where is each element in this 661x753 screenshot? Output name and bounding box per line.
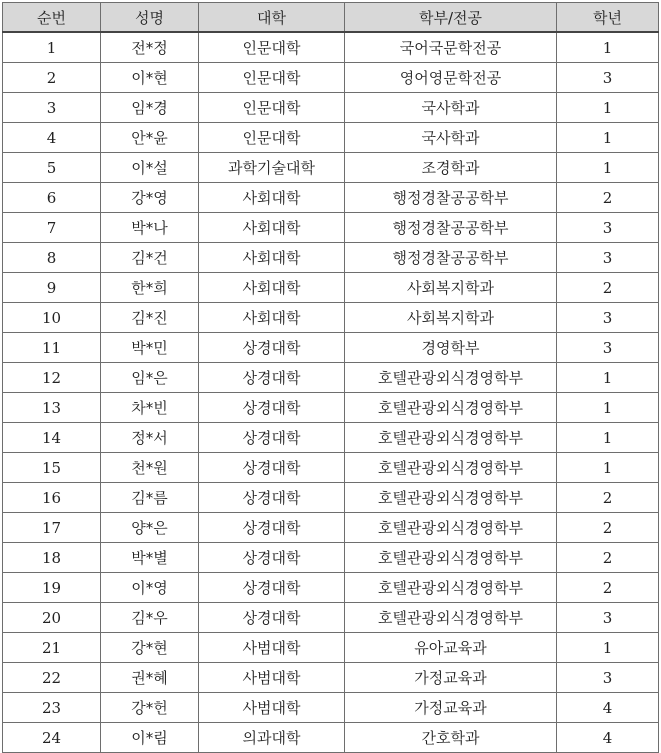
table-row: [3, 543, 659, 573]
cell-major: 호텔관광외식경영학부: [345, 453, 557, 483]
cell-year: 2: [557, 483, 659, 513]
table-row: [3, 393, 659, 423]
table-row: [3, 483, 659, 513]
table-row: [3, 723, 659, 753]
cell-college: 상경대학: [199, 573, 345, 603]
table-row: [3, 453, 659, 483]
table-row: [3, 633, 659, 663]
table-row: [3, 93, 659, 123]
cell-seq: 2: [3, 63, 101, 93]
cell-seq: 5: [3, 153, 101, 183]
cell-year: 2: [557, 513, 659, 543]
table-row: [3, 32, 659, 63]
cell-college: 상경대학: [199, 513, 345, 543]
cell-seq: 3: [3, 93, 101, 123]
cell-seq: 11: [3, 333, 101, 363]
table-row: [3, 153, 659, 183]
cell-seq: 19: [3, 573, 101, 603]
cell-year: 2: [557, 543, 659, 573]
cell-seq: 23: [3, 693, 101, 723]
cell-year: 1: [557, 32, 659, 63]
cell-college: 사회대학: [199, 303, 345, 333]
table-row: [3, 273, 659, 303]
cell-seq: 16: [3, 483, 101, 513]
cell-year: 1: [557, 363, 659, 393]
cell-college: 인문대학: [199, 32, 345, 63]
cell-college: 의과대학: [199, 723, 345, 753]
cell-name: 양*은: [101, 513, 199, 543]
cell-year: 1: [557, 453, 659, 483]
cell-name: 김*진: [101, 303, 199, 333]
cell-year: 3: [557, 603, 659, 633]
cell-name: 박*별: [101, 543, 199, 573]
cell-college: 사회대학: [199, 273, 345, 303]
cell-seq: 22: [3, 663, 101, 693]
cell-seq: 8: [3, 243, 101, 273]
cell-major: 행정경찰공공학부: [345, 243, 557, 273]
cell-seq: 21: [3, 633, 101, 663]
cell-name: 임*경: [101, 93, 199, 123]
cell-seq: 24: [3, 723, 101, 753]
table-row: [3, 63, 659, 93]
cell-college: 인문대학: [199, 93, 345, 123]
table-body: [3, 32, 659, 753]
cell-year: 1: [557, 393, 659, 423]
cell-name: 정*서: [101, 423, 199, 453]
cell-name: 박*나: [101, 213, 199, 243]
cell-seq: 20: [3, 603, 101, 633]
cell-seq: 17: [3, 513, 101, 543]
cell-name: 한*희: [101, 273, 199, 303]
cell-seq: 13: [3, 393, 101, 423]
cell-name: 안*윤: [101, 123, 199, 153]
cell-college: 과학기술대학: [199, 153, 345, 183]
cell-seq: 10: [3, 303, 101, 333]
cell-major: 호텔관광외식경영학부: [345, 603, 557, 633]
cell-year: 4: [557, 723, 659, 753]
cell-name: 이*설: [101, 153, 199, 183]
cell-year: 1: [557, 123, 659, 153]
cell-seq: 7: [3, 213, 101, 243]
cell-year: 3: [557, 303, 659, 333]
table-row: [3, 693, 659, 723]
cell-major: 사회복지학과: [345, 273, 557, 303]
cell-college: 인문대학: [199, 63, 345, 93]
cell-year: 3: [557, 213, 659, 243]
cell-college: 사회대학: [199, 183, 345, 213]
table-row: [3, 513, 659, 543]
header-row: [3, 3, 659, 33]
cell-seq: 18: [3, 543, 101, 573]
cell-college: 상경대학: [199, 483, 345, 513]
cell-name: 천*원: [101, 453, 199, 483]
cell-college: 상경대학: [199, 453, 345, 483]
table-header: [3, 3, 659, 33]
cell-major: 호텔관광외식경영학부: [345, 423, 557, 453]
cell-year: 4: [557, 693, 659, 723]
cell-major: 호텔관광외식경영학부: [345, 393, 557, 423]
cell-name: 권*혜: [101, 663, 199, 693]
cell-seq: 14: [3, 423, 101, 453]
cell-name: 임*은: [101, 363, 199, 393]
table-row: [3, 423, 659, 453]
cell-year: 3: [557, 333, 659, 363]
cell-name: 차*빈: [101, 393, 199, 423]
cell-name: 강*헌: [101, 693, 199, 723]
cell-major: 국사학과: [345, 93, 557, 123]
header-year: 학년: [557, 3, 659, 33]
cell-year: 1: [557, 93, 659, 123]
cell-name: 박*민: [101, 333, 199, 363]
header-major: 학부/전공: [345, 3, 557, 33]
cell-college: 사회대학: [199, 243, 345, 273]
table-row: [3, 213, 659, 243]
cell-seq: 4: [3, 123, 101, 153]
cell-name: 이*림: [101, 723, 199, 753]
cell-college: 상경대학: [199, 543, 345, 573]
table-row: [3, 333, 659, 363]
cell-major: 사회복지학과: [345, 303, 557, 333]
cell-college: 사회대학: [199, 213, 345, 243]
cell-major: 국어국문학전공: [345, 32, 557, 63]
cell-year: 2: [557, 573, 659, 603]
cell-name: 전*정: [101, 32, 199, 63]
cell-major: 간호학과: [345, 723, 557, 753]
cell-year: 1: [557, 633, 659, 663]
cell-major: 유아교육과: [345, 633, 557, 663]
cell-name: 강*영: [101, 183, 199, 213]
cell-seq: 15: [3, 453, 101, 483]
cell-major: 가정교육과: [345, 663, 557, 693]
cell-college: 사범대학: [199, 663, 345, 693]
table-row: [3, 123, 659, 153]
cell-major: 국사학과: [345, 123, 557, 153]
cell-year: 2: [557, 273, 659, 303]
cell-name: 김*름: [101, 483, 199, 513]
cell-name: 김*건: [101, 243, 199, 273]
cell-college: 상경대학: [199, 393, 345, 423]
cell-year: 2: [557, 183, 659, 213]
cell-seq: 1: [3, 32, 101, 63]
table-row: [3, 183, 659, 213]
header-college: 대학: [199, 3, 345, 33]
cell-seq: 9: [3, 273, 101, 303]
cell-major: 호텔관광외식경영학부: [345, 513, 557, 543]
cell-major: 호텔관광외식경영학부: [345, 363, 557, 393]
cell-major: 조경학과: [345, 153, 557, 183]
cell-year: 3: [557, 243, 659, 273]
cell-major: 가정교육과: [345, 693, 557, 723]
cell-year: 1: [557, 153, 659, 183]
cell-college: 상경대학: [199, 603, 345, 633]
cell-name: 이*영: [101, 573, 199, 603]
cell-major: 영어영문학전공: [345, 63, 557, 93]
student-roster-table: [2, 2, 659, 753]
cell-college: 사범대학: [199, 633, 345, 663]
cell-college: 인문대학: [199, 123, 345, 153]
cell-name: 김*우: [101, 603, 199, 633]
cell-major: 호텔관광외식경영학부: [345, 573, 557, 603]
cell-name: 강*현: [101, 633, 199, 663]
header-seq: 순번: [3, 3, 101, 33]
cell-college: 상경대학: [199, 333, 345, 363]
cell-year: 3: [557, 663, 659, 693]
cell-major: 호텔관광외식경영학부: [345, 483, 557, 513]
table-row: [3, 363, 659, 393]
cell-name: 이*현: [101, 63, 199, 93]
table-row: [3, 573, 659, 603]
cell-seq: 6: [3, 183, 101, 213]
cell-college: 사범대학: [199, 693, 345, 723]
header-name: 성명: [101, 3, 199, 33]
cell-college: 상경대학: [199, 423, 345, 453]
cell-major: 호텔관광외식경영학부: [345, 543, 557, 573]
table-row: [3, 603, 659, 633]
table-row: [3, 303, 659, 333]
cell-seq: 12: [3, 363, 101, 393]
cell-major: 행정경찰공공학부: [345, 213, 557, 243]
cell-year: 1: [557, 423, 659, 453]
table-row: [3, 243, 659, 273]
cell-major: 행정경찰공공학부: [345, 183, 557, 213]
table-row: [3, 663, 659, 693]
cell-college: 상경대학: [199, 363, 345, 393]
cell-major: 경영학부: [345, 333, 557, 363]
cell-year: 3: [557, 63, 659, 93]
